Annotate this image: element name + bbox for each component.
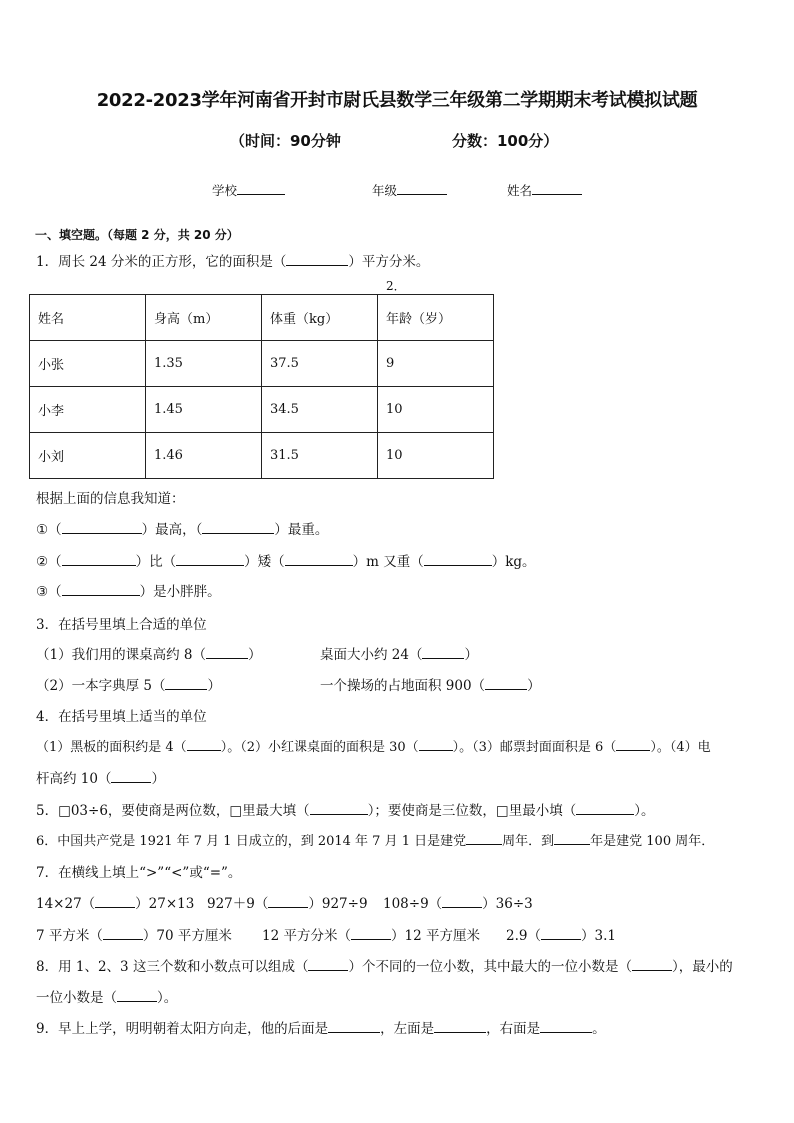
q9-c: ，右面是 xyxy=(486,1021,541,1037)
name-field xyxy=(507,181,582,199)
q3-r1a-post: ） xyxy=(247,647,262,663)
q4-line-2 xyxy=(36,767,165,787)
q6-b: 周年．到 xyxy=(502,834,555,849)
school-blank[interactable] xyxy=(237,182,285,195)
q8-blank-3[interactable] xyxy=(117,989,157,1002)
grade-field xyxy=(372,181,447,199)
q8-b: ）个不同的一位小数，其中最大的一位小数是（ xyxy=(348,959,632,975)
q7-cmp-1-post: ）27×13 xyxy=(135,896,195,912)
q5-blank-2[interactable] xyxy=(576,802,634,815)
exam-title: 2022-2023学年河南省开封市尉氏县数学三年级第二学期期末考试模拟试题 xyxy=(96,90,698,111)
q8-blank-2[interactable] xyxy=(632,958,672,971)
q2-l2-blank-3[interactable] xyxy=(285,553,353,566)
q1-blank[interactable] xyxy=(286,253,348,266)
q2-l2-e: ）kg。 xyxy=(491,554,536,570)
table-cell: 1.46 xyxy=(146,433,262,479)
q3-r2b-pre: 一个操场的占地面积 900（ xyxy=(320,678,486,694)
question-3-title: 3．在括号里填上合适的单位 xyxy=(36,617,207,633)
name-label: 姓名 xyxy=(507,183,533,198)
question-6 xyxy=(36,830,714,849)
q5-b: ）；要使商是三位数，□里最小填（ xyxy=(367,803,577,819)
table-header-row xyxy=(30,295,494,341)
q4-blank-1[interactable] xyxy=(187,738,221,751)
question-4-title: 4．在括号里填上适当的单位 xyxy=(36,709,207,725)
q8-d: 一位小数是（ xyxy=(36,990,117,1006)
q7-blank-1[interactable] xyxy=(95,895,135,908)
question-2-number: 2． xyxy=(386,279,406,293)
table-cell: 小刘 xyxy=(30,433,146,479)
q2-l2-blank-2[interactable] xyxy=(176,553,244,566)
q7-cmp-5 xyxy=(262,924,480,944)
table-header: 体重（kg） xyxy=(262,295,378,341)
q6-blank-2[interactable] xyxy=(554,832,590,845)
q4-blank-3[interactable] xyxy=(616,738,650,751)
q5-a: 5．□03÷6，要使商是两位数，□里最大填（ xyxy=(36,803,310,819)
q3-row-1-left xyxy=(36,643,261,663)
q7-blank-5[interactable] xyxy=(351,927,391,940)
q7-cmp-1 xyxy=(36,892,194,912)
q3-r1b-pre: 桌面大小约 24（ xyxy=(320,647,423,663)
q2-l1-blank-1[interactable] xyxy=(62,521,142,534)
q7-blank-6[interactable] xyxy=(541,927,581,940)
q4-blank-2[interactable] xyxy=(419,738,453,751)
q9-b: ，左面是 xyxy=(380,1021,435,1037)
table-row xyxy=(30,341,494,387)
exam-score: 分数：100分） xyxy=(452,132,559,150)
q7-cmp-5-pre: 12 平方分米（ xyxy=(262,928,351,944)
question-8 xyxy=(36,955,733,975)
table-header: 身高（m） xyxy=(146,295,262,341)
q7-cmp-3-post: ）36÷3 xyxy=(482,896,533,912)
q7-blank-2[interactable] xyxy=(268,895,308,908)
table-row xyxy=(30,433,494,479)
q9-blank-1[interactable] xyxy=(328,1020,380,1033)
school-field xyxy=(212,181,285,199)
q3-r2a-post: ） xyxy=(207,678,221,694)
q2-l2-blank-1[interactable] xyxy=(62,553,136,566)
q7-blank-4[interactable] xyxy=(103,927,143,940)
table-cell: 小张 xyxy=(30,341,146,387)
question-8-cont xyxy=(36,986,177,1006)
section-heading: 一、填空题。（每题 2 分，共 20 分） xyxy=(35,228,239,242)
q7-cmp-6-pre: 2.9（ xyxy=(506,928,541,944)
q1-text-end: ）平方分米。 xyxy=(348,254,430,270)
q3-r1a-pre: （1）我们用的课桌高约 8（ xyxy=(36,647,206,663)
q7-blank-3[interactable] xyxy=(442,895,482,908)
q5-c: ）。 xyxy=(634,803,655,819)
q6-a: 6．中国共产党是 1921 年 7 月 1 日成立的，到 2014 年 7 月 1 日是建党 xyxy=(36,834,467,849)
school-label: 学校 xyxy=(212,183,238,198)
table-cell: 10 xyxy=(378,433,494,479)
q7-cmp-1-pre: 14×27（ xyxy=(36,896,96,912)
grade-label: 年级 xyxy=(372,183,398,198)
q3-r2a-pre: （2）一本字典厚 5（ xyxy=(36,678,166,694)
q4-l1-c: ）。（3）邮票封面面积是 6（ xyxy=(452,740,617,755)
q2-l1-c: ）最重。 xyxy=(274,522,329,538)
grade-blank[interactable] xyxy=(397,182,447,195)
q3-row-2-right xyxy=(320,674,541,694)
q2-l2-d: ）m 又重（ xyxy=(352,554,424,570)
q7-cmp-6 xyxy=(506,924,616,944)
q3-row-2-left xyxy=(36,674,221,694)
q5-blank-1[interactable] xyxy=(310,802,368,815)
question-7-title: 7．在横线上填上“>”“<”或“=”。 xyxy=(36,865,242,881)
q2-l1-blank-2[interactable] xyxy=(202,521,274,534)
question-1 xyxy=(36,250,429,270)
q3-r2b-post: ） xyxy=(527,678,541,694)
q4-blank-4[interactable] xyxy=(111,770,151,783)
q2-l3-a: ③（ xyxy=(36,584,62,600)
q2-l2-blank-4[interactable] xyxy=(424,553,492,566)
q8-blank-1[interactable] xyxy=(308,958,348,971)
table-header: 姓名 xyxy=(30,295,146,341)
q2-l1-a: ①（ xyxy=(36,522,62,538)
q9-a: 9．早上上学，明明朝着太阳方向走，他的后面是 xyxy=(36,1021,329,1037)
q9-blank-2[interactable] xyxy=(434,1020,486,1033)
name-blank[interactable] xyxy=(532,182,582,195)
q9-blank-3[interactable] xyxy=(540,1020,592,1033)
q3-blank-4[interactable] xyxy=(485,677,527,690)
q7-cmp-2 xyxy=(207,892,368,912)
q9-d: 。 xyxy=(592,1021,606,1037)
q7-cmp-4-post: ）70 平方厘米 xyxy=(142,928,232,944)
q2-l2-b: ）比（ xyxy=(135,554,177,570)
table-cell: 37.5 xyxy=(262,341,378,387)
q3-blank-2[interactable] xyxy=(422,646,464,659)
q4-l2-a: 杆高约 10（ xyxy=(36,771,112,787)
q7-cmp-2-pre: 927＋9（ xyxy=(207,896,269,912)
q4-l1-d: ）。（4）电 xyxy=(650,740,711,755)
table-cell: 34.5 xyxy=(262,387,378,433)
q8-a: 8．用 1、2、3 这三个数和小数点可以组成（ xyxy=(36,959,309,975)
table-row xyxy=(30,387,494,433)
q3-row-1-right xyxy=(320,643,478,663)
question-9 xyxy=(36,1017,606,1037)
q7-cmp-3 xyxy=(383,892,533,912)
student-table xyxy=(29,294,494,479)
q8-c: ），最小的 xyxy=(671,959,733,975)
q7-cmp-4 xyxy=(36,924,232,944)
q6-blank-1[interactable] xyxy=(466,832,502,845)
q7-cmp-4-pre: 7 平方米（ xyxy=(36,928,103,944)
q2-l1-b: ）最高，（ xyxy=(141,522,203,538)
q4-l1-b: ）。（2）小红课桌面的面积是 30（ xyxy=(220,740,419,755)
q3-blank-3[interactable] xyxy=(165,677,207,690)
question-5 xyxy=(36,799,654,819)
q2-l2-a: ②（ xyxy=(36,554,62,570)
q7-cmp-3-pre: 108÷9（ xyxy=(383,896,443,912)
q3-r1b-post: ） xyxy=(464,647,478,663)
q7-cmp-5-post: ）12 平方厘米 xyxy=(390,928,480,944)
q8-e: ）。 xyxy=(157,990,178,1006)
table-cell: 1.45 xyxy=(146,387,262,433)
exam-time: （时间：90分钟 xyxy=(230,132,341,150)
table-cell: 9 xyxy=(378,341,494,387)
q7-cmp-6-post: ）3.1 xyxy=(580,928,616,944)
q4-l1-a: （1）黑板的面积约是 4（ xyxy=(36,740,187,755)
q2-line-1 xyxy=(36,518,328,538)
q2-line-2 xyxy=(36,550,536,570)
q2-l2-c: ）矮（ xyxy=(244,554,285,570)
q2-l3-b: ）是小胖胖。 xyxy=(139,584,221,600)
q4-l2-b: ） xyxy=(151,771,165,787)
q7-cmp-2-post: ）927÷9 xyxy=(308,896,368,912)
q2-l3-blank[interactable] xyxy=(62,583,140,596)
table-cell: 31.5 xyxy=(262,433,378,479)
q1-text: 1．周长 24 分米的正方形，它的面积是（ xyxy=(36,254,287,270)
q2-intro: 根据上面的信息我知道： xyxy=(36,491,185,507)
q6-c: 年是建党 100 周年． xyxy=(590,834,715,849)
table-cell: 10 xyxy=(378,387,494,433)
table-cell: 1.35 xyxy=(146,341,262,387)
table-header: 年龄（岁） xyxy=(378,295,494,341)
table-cell: 小李 xyxy=(30,387,146,433)
q3-blank-1[interactable] xyxy=(206,646,248,659)
q4-line-1 xyxy=(36,736,711,755)
q2-line-3 xyxy=(36,580,221,600)
